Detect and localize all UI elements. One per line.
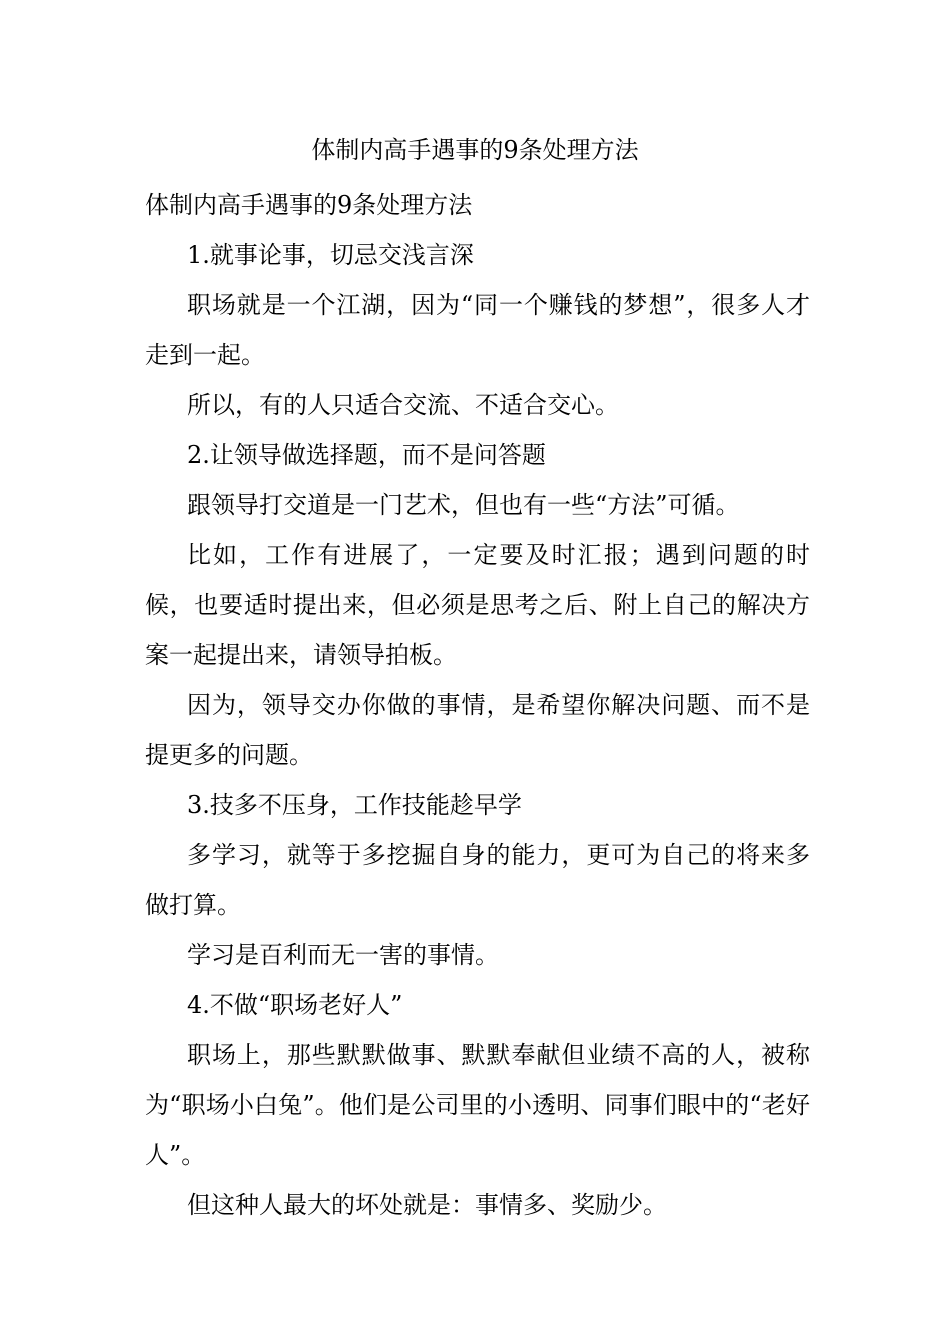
paragraph: 所以，有的人只适合交流、不适合交心。 (187, 391, 619, 419)
document-subtitle: 体制内高手遇事的9条处理方法 (145, 191, 473, 219)
paragraph: 因为，领导交办你做的事情，是希望你解决问题、而不是提更多的问题。 (145, 691, 810, 769)
document-title: 体制内高手遇事的9条处理方法 (311, 136, 639, 164)
paragraph: 但这种人最大的坏处就是：事情多、奖励少。 (187, 1191, 667, 1219)
paragraph: 多学习，就等于多挖掘自身的能力，更可为自己的将来多做打算。 (145, 841, 810, 919)
paragraph: 职场上，那些默默做事、默默奉献但业绩不高的人，被称为“职场小白兔”。他们是公司里的小透明、同事们眼中的“老好人”。 (145, 1041, 810, 1169)
section-heading-3: 3.技多不压身，工作技能趁早学 (187, 791, 522, 819)
paragraph: 比如，工作有进展了，一定要及时汇报；遇到问题的时候，也要适时提出来，但必须是思考之后、附上自己的解决方案一起提出来，请领导拍板。 (145, 541, 810, 669)
section-heading-4: 4.不做“职场老好人” (187, 991, 403, 1019)
paragraph: 职场就是一个江湖，因为“同一个赚钱的梦想”，很多人才走到一起。 (145, 291, 810, 369)
paragraph: 学习是百利而无一害的事情。 (187, 941, 499, 969)
document-body (145, 180, 810, 1230)
paragraph: 跟领导打交道是一门艺术，但也有一些“方法”可循。 (187, 491, 740, 519)
section-heading-1: 1.就事论事，切忌交浅言深 (187, 241, 474, 269)
section-heading-2: 2.让领导做选择题，而不是问答题 (187, 441, 546, 469)
